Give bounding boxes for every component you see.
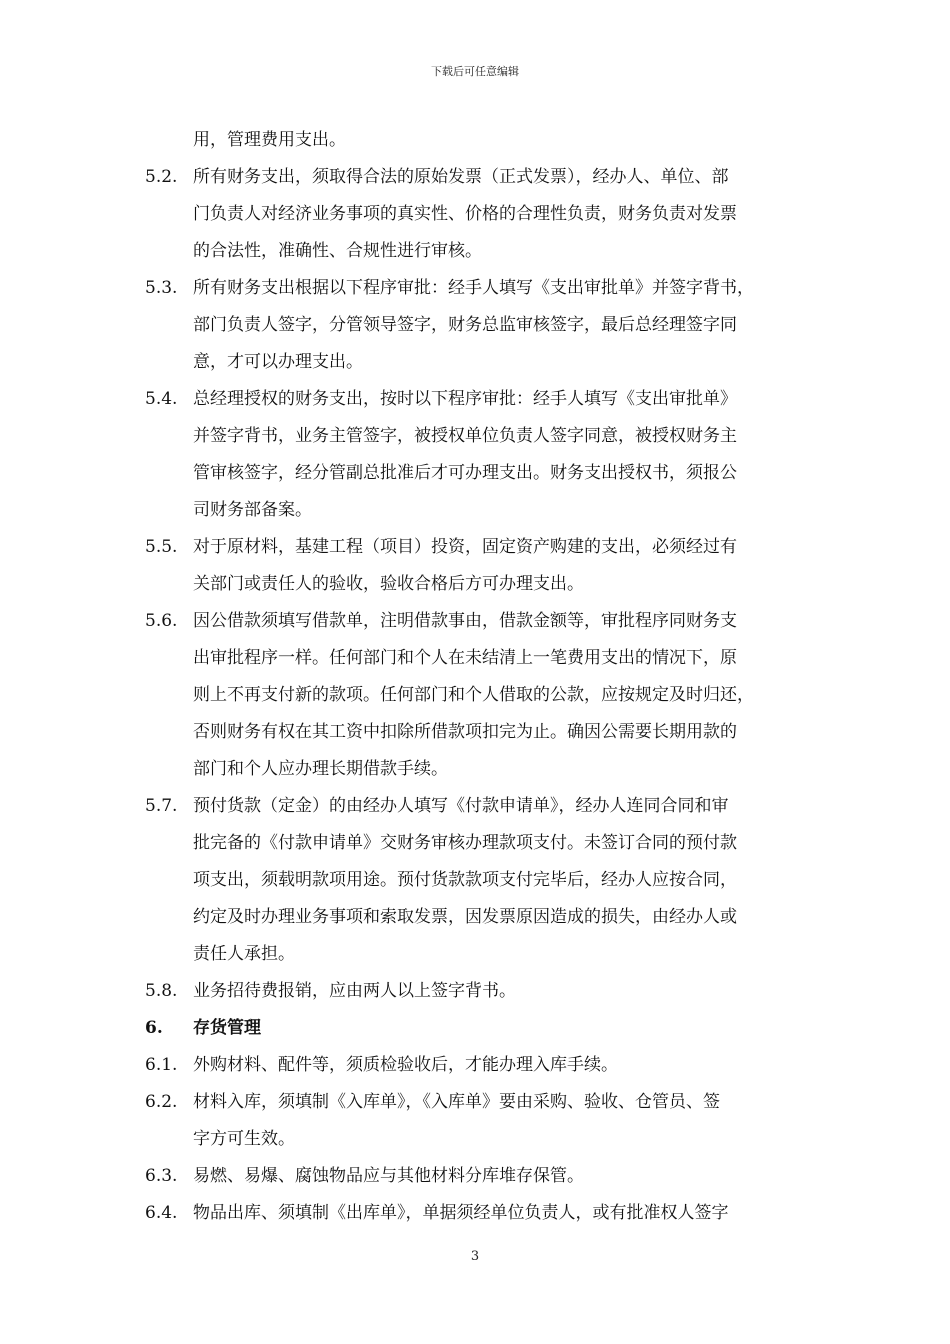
clause-number: 5.4. (145, 389, 178, 409)
clause-line: 所有财务支出，须取得合法的原始发票（正式发票），经办人、单位、部 (193, 167, 729, 187)
clause-5-2 (145, 159, 825, 270)
clause-line: 材料入库，须填制《入库单》，《入库单》要由采购、验收、仓管员、签 (193, 1092, 720, 1112)
clause-line: 批完备的《付款申请单》交财务审核办理款项支付。未签订合同的预付款 (193, 833, 737, 853)
clause-number: 6.2. (145, 1092, 178, 1112)
clause-line: 门负责人对经济业务事项的真实性、价格的合理性负责，财务负责对发票 (193, 204, 737, 224)
clause-line: 易燃、易爆、腐蚀物品应与其他材料分库堆存保管。 (193, 1166, 584, 1186)
clause-line: 字方可生效。 (193, 1129, 295, 1149)
continuation-text: 用，管理费用支出。 (193, 130, 346, 150)
clause-line: 总经理授权的财务支出，按时以下程序审批：经手人填写《支出审批单》 (193, 389, 737, 409)
clause-line: 管审核签字，经分管副总批准后才可办理支出。财务支出授权书，须报公 (193, 463, 737, 483)
clause-line: 物品出库、须填制《出库单》，单据须经单位负责人，或有批准权人签字 (193, 1203, 729, 1223)
clause-line: 责任人承担。 (193, 944, 295, 964)
clause-line: 关部门或责任人的验收，验收合格后方可办理支出。 (193, 574, 584, 594)
clause-line: 部门和个人应办理长期借款手续。 (193, 759, 448, 779)
clause-line: 部门负责人签字，分管领导签字，财务总监审核签字，最后总经理签字同 (193, 315, 737, 335)
clause-number: 5.3. (145, 278, 178, 298)
clause-line: 则上不再支付新的款项。任何部门和个人借取的公款，应按规定及时归还， (193, 685, 754, 705)
clause-5-8 (145, 973, 825, 1010)
clause-number: 6.3. (145, 1166, 178, 1186)
clause-line: 所有财务支出根据以下程序审批：经手人填写《支出审批单》并签字背书， (193, 278, 754, 298)
clause-number: 5.5. (145, 537, 178, 557)
clause-line: 的合法性，准确性、合规性进行审核。 (193, 241, 482, 261)
clause-line: 外购材料、配件等，须质检验收后，才能办理入库手续。 (193, 1055, 618, 1075)
page-number: 3 (470, 1249, 480, 1264)
clause-line: 因公借款须填写借款单，注明借款事由，借款金额等，审批程序同财务支 (193, 611, 737, 631)
section-title: 存货管理 (193, 1018, 261, 1038)
clause-5-7 (145, 788, 825, 973)
clause-5-5 (145, 529, 825, 603)
clause-6-1 (145, 1047, 825, 1084)
page-header-note: 下载后可任意编辑 (431, 65, 519, 78)
clause-line: 业务招待费报销，应由两人以上签字背书。 (193, 981, 516, 1001)
clause-6-2 (145, 1084, 825, 1158)
document-body (145, 122, 825, 1232)
clause-number: 5.2. (145, 167, 178, 187)
clause-5-4 (145, 381, 825, 529)
clause-line: 否则财务有权在其工资中扣除所借款项扣完为止。确因公需要长期用款的 (193, 722, 737, 742)
clause-number: 6.1. (145, 1055, 178, 1075)
continuation-paragraph (145, 122, 825, 159)
clause-line: 对于原材料，基建工程（项目）投资，固定资产购建的支出，必须经过有 (193, 537, 737, 557)
clause-6-4 (145, 1195, 825, 1232)
clause-number: 5.7. (145, 796, 178, 816)
clause-number: 5.8. (145, 981, 178, 1001)
clause-number: 6.4. (145, 1203, 178, 1223)
clause-line: 出审批程序一样。任何部门和个人在未结清上一笔费用支出的情况下，原 (193, 648, 737, 668)
clause-line: 司财务部备案。 (193, 500, 312, 520)
clause-line: 项支出，须载明款项用途。预付货款款项支付完毕后，经办人应按合同， (193, 870, 737, 890)
clause-line: 意，才可以办理支出。 (193, 352, 363, 372)
clause-5-6 (145, 603, 825, 788)
clause-6-3 (145, 1158, 825, 1195)
clause-line: 并签字背书，业务主管签字，被授权单位负责人签字同意，被授权财务主 (193, 426, 737, 446)
clause-number: 5.6. (145, 611, 178, 631)
clause-line: 预付货款（定金）的由经办人填写《付款申请单》，经办人连同合同和审 (193, 796, 729, 816)
section-number: 6. (145, 1018, 163, 1038)
clause-5-3 (145, 270, 825, 381)
section-heading-6 (145, 1010, 825, 1047)
clause-line: 约定及时办理业务事项和索取发票，因发票原因造成的损失，由经办人或 (193, 907, 737, 927)
